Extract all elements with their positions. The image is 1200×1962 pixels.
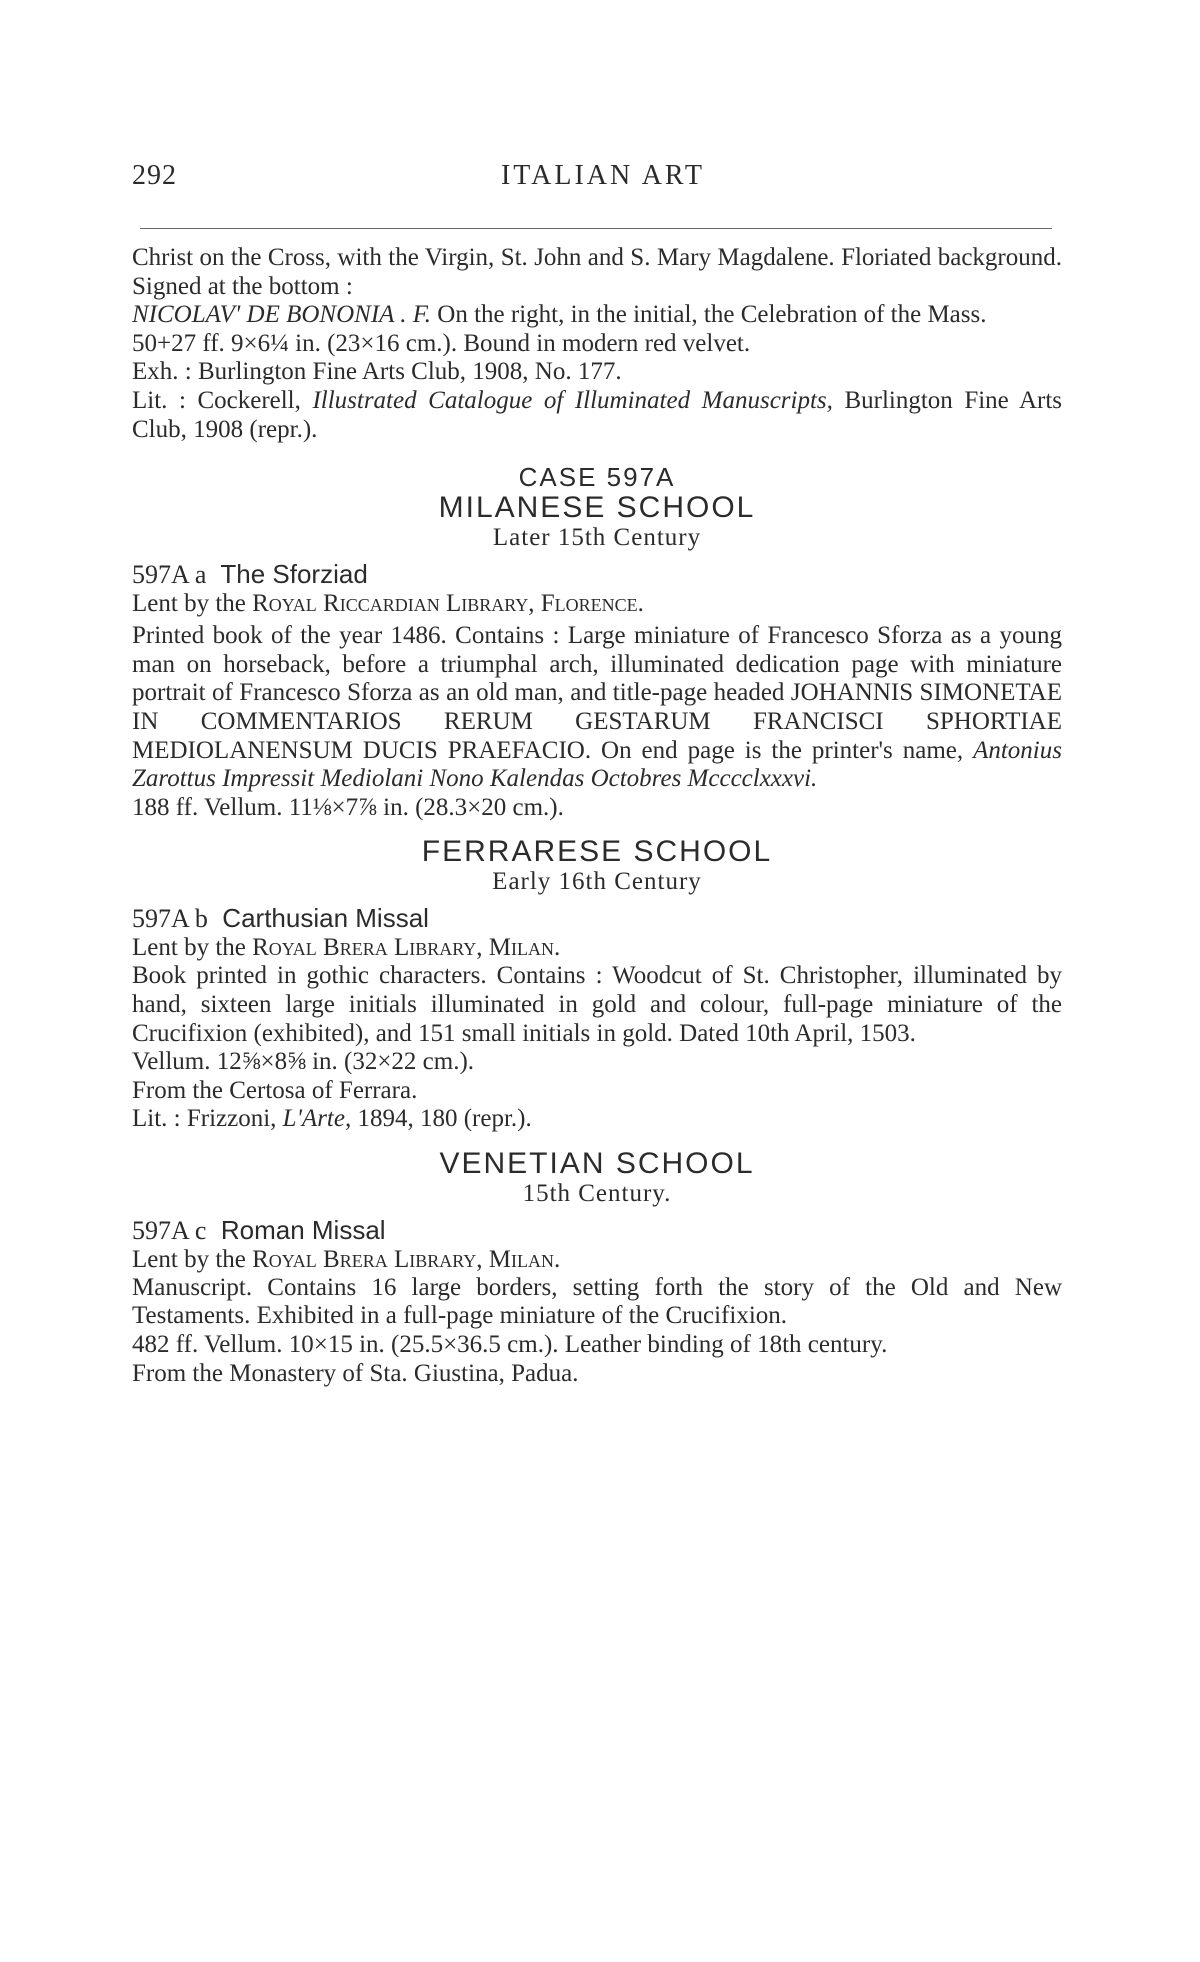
entry-dimensions: 188 ff. Vellum. 11⅛×7⅞ in. (28.3×20 cm.).	[132, 793, 564, 821]
continued-literature	[132, 387, 1062, 444]
continued-text: Christ on the Cross, with the Virgin, St. John and S. Mary Magdalene. Floriated background. Signed at the bottom :	[132, 244, 1062, 300]
ferrarese-section	[132, 836, 1062, 1134]
lender-name: Royal Riccardian Library, Florence.	[252, 590, 644, 618]
period-heading: Early 16th Century	[492, 868, 702, 896]
period-heading: Later 15th Century	[492, 524, 702, 552]
lit-suffix: 1894, 180 (repr.).	[351, 1105, 532, 1133]
lent-prefix: Lent by the	[132, 934, 253, 962]
continued-entry	[132, 244, 1062, 444]
entry-provenance: From the Monastery of Sta. Giustina, Padua.	[132, 1359, 579, 1387]
lender-line	[132, 934, 1062, 962]
venetian-section	[132, 1148, 1062, 1388]
lit-suffix: Burlington Fine Arts Club, 1908 (repr.).	[132, 386, 1063, 443]
continued-text-2: On the right, in the initial, the Celebration of the Mass.	[437, 301, 987, 329]
entry-description: Book printed in gothic characters. Contains : Woodcut of St. Christopher, illuminated by hand, sixteen large initials illuminated in gold and colour, full-page miniature of the Crucifixion (exhibited), and 151 small initials in gold. Dated 10th April, 1503.	[132, 962, 1062, 1047]
entry-number: 597A c	[132, 1215, 207, 1245]
entry-literature	[132, 1105, 1062, 1134]
lit-prefix: Lit. : Cockerell,	[132, 386, 313, 414]
entry-number: 597A b	[132, 904, 208, 934]
lit-prefix: Lit. : Frizzoni,	[132, 1105, 283, 1133]
entry-title: The Sforziad	[220, 559, 368, 590]
continued-description	[132, 244, 1062, 330]
page-number: 292	[132, 160, 177, 191]
entry-description	[132, 622, 1062, 794]
lit-title: L'Arte,	[282, 1105, 352, 1133]
lit-title: Illustrated Catalogue of Illuminated Manuscripts,	[312, 386, 833, 414]
period-heading: 15th Century.	[522, 1179, 672, 1207]
lent-prefix: Lent by the	[132, 1245, 253, 1273]
continued-dimensions: 50+27 ff. 9×6¼ in. (23×16 cm.). Bound in modern red velvet.	[132, 329, 751, 357]
lent-prefix: Lent by the	[132, 590, 253, 618]
lender-name: Royal Brera Library, Milan.	[252, 1245, 561, 1273]
lender-name: Royal Brera Library, Milan.	[252, 934, 561, 962]
header-rule	[140, 228, 1052, 229]
entry-title: Roman Missal	[220, 1214, 386, 1245]
entry-title: Carthusian Missal	[222, 903, 429, 934]
entry-heading	[132, 903, 1062, 934]
continued-exhibition: Exh. : Burlington Fine Arts Club, 1908, No. 177.	[132, 358, 622, 386]
colophon-text: Antonius Zarottus Impressit Mediolani Nono Kalendas Octobres Mcccclxxxvi.	[132, 736, 1062, 793]
entry-description: Manuscript. Contains 16 large borders, setting forth the story of the Old and New Testaments. Exhibited in a full-page miniature of the Crucifixion.	[132, 1273, 1062, 1330]
entry-number: 597A a	[132, 560, 207, 590]
entry-heading	[132, 559, 1062, 590]
case-heading: CASE 597A	[518, 462, 676, 493]
entry-dimensions: 482 ff. Vellum. 10×15 in. (25.5×36.5 cm.). Leather binding of 18th century.	[132, 1331, 888, 1359]
entry-provenance: From the Certosa of Ferrara.	[132, 1076, 418, 1104]
running-head: ITALIAN ART	[500, 160, 706, 191]
entry-dimensions: Vellum. 12⅝×8⅝ in. (32×22 cm.).	[132, 1048, 475, 1076]
entry-heading	[132, 1215, 1062, 1246]
lender-line	[132, 590, 1062, 618]
page-header	[132, 160, 1074, 200]
lender-line	[132, 1246, 1062, 1274]
school-heading: VENETIAN SCHOOL	[439, 1146, 755, 1180]
milanese-section	[132, 462, 1062, 822]
school-heading: FERRARESE SCHOOL	[421, 835, 773, 869]
description-text: Printed book of the year 1486. Contains : Large miniature of Francesco Sforza as a young man on horseback, before a triumphal arch, illuminated dedication page with miniature portrait of Francesco Sforza as an old man, and title-page headed JOHANNIS SIMONETAE IN COMMENTARIOS RERUM GESTARUM FRANCISCI SPHORTIAE MEDIOLANENSUM DUCIS PRAEFACIO. On end page is the printer's name,	[132, 622, 1062, 764]
school-heading: MILANESE SCHOOL	[438, 491, 756, 525]
page-body	[132, 244, 1062, 1388]
signature-text: NICOLAV' DE BONONIA . F.	[132, 301, 432, 329]
